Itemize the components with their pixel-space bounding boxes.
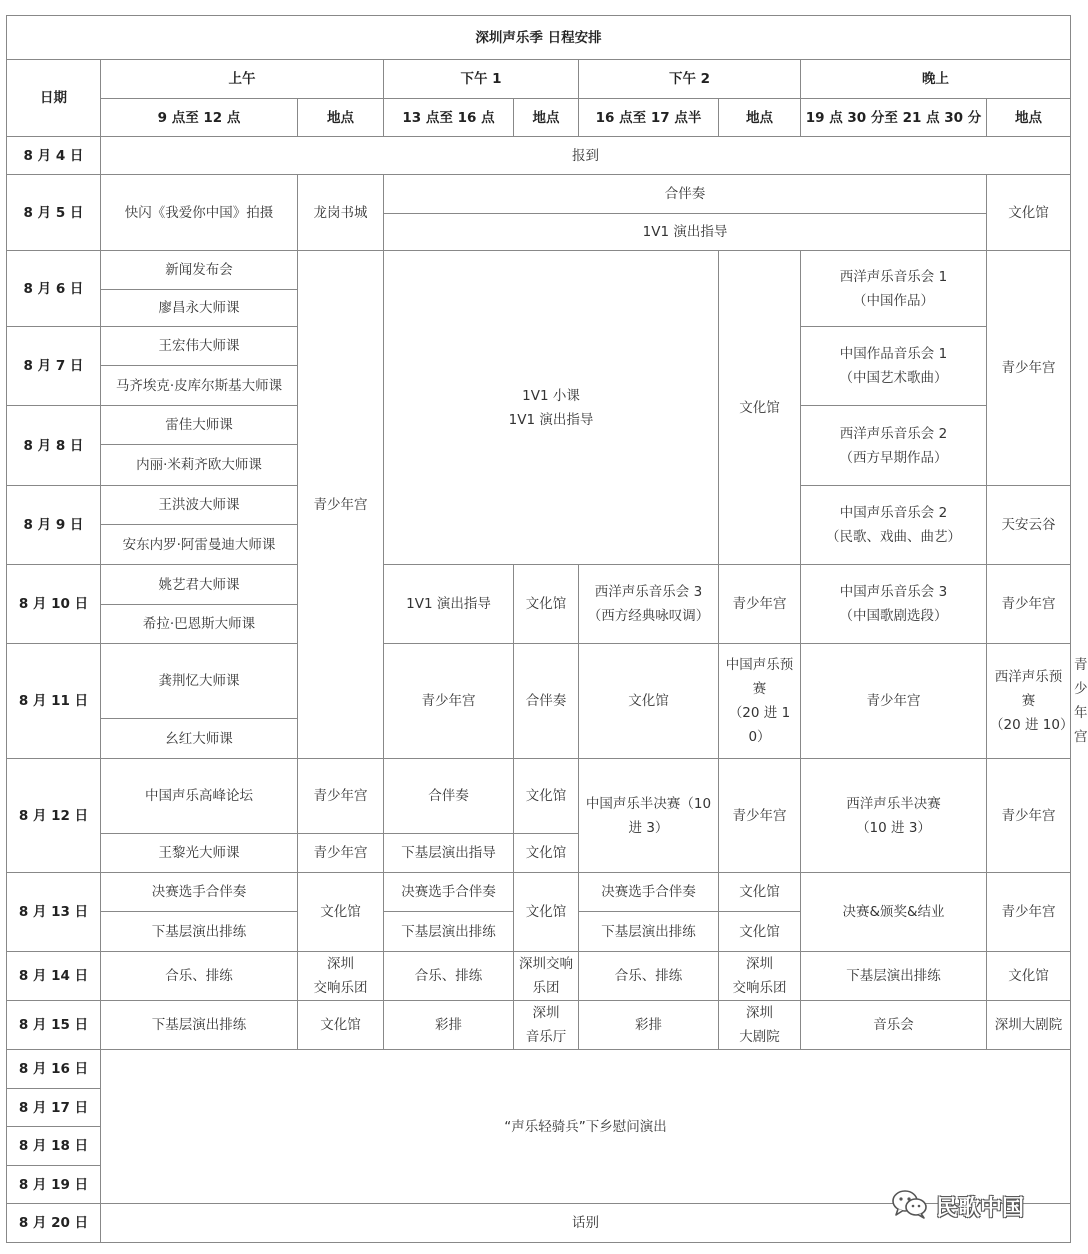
venue-cell: 青少年宫 — [987, 759, 1071, 873]
event-cell: 中国声乐音乐会 2 （民歌、戏曲、曲艺） — [801, 486, 987, 565]
date-cell: 8 月 13 日 — [7, 873, 101, 952]
header-afternoon-2: 下午 2 — [579, 60, 801, 99]
event-cell: 决赛&颁奖&结业 — [801, 873, 987, 952]
date-cell: 8 月 11 日 — [7, 644, 101, 759]
schedule-table: 深圳声乐季 日程安排 日期 上午 下午 1 下午 2 晚上 9 点至 12 点 地点 13 点至 16 点 地点 16 点至 17 点半 地点 19 点 30 分至 21 点 30 分 地点 8 月 4 日 报到 8 月 5 日 快闪《我爱你中国》拍摄 龙岗书城 合伴奏 文化馆 1V1 演出指导 8 月 6 日 新闻发布会 青少年宫 1V1 小课 1V1 演出指导 文化馆 西洋声乐音乐会 1 （中国作品） 青少年宫 廖昌永大师课 8 月 7 日 王宏伟大师课 中国作品音乐会 1 （中国艺术歌曲） 马齐埃克·皮库尔斯基大师课 8 月 8 日 雷佳大师课 西洋声乐音乐会 2 （西方早期作品） 内丽·米莉齐欧大师课 8 月 9 日 王洪波大师课 中国声乐音乐会 2 （民歌、戏曲、曲艺） 天安云谷 安东内罗·阿雷曼迪大师课 8 月 10 日 姚艺君大师课 1V1 演出指导 文化馆 西洋声乐音乐会 3 （西方经典咏叹调） 青少年宫 中国声乐音乐会 3 （中国歌剧选段） 青少年宫 希拉·巴恩斯大师课 8 月 11 日 龚荆忆大师课 青少年宫 合伴奏 文化馆 中国声乐预赛 （20 进 10） 青少年宫 西洋声乐预赛 （20 进 10） 青少年宫 幺红大师课 8 月 12 日 中国声乐高峰论坛 青少年宫 合伴奏 文化馆 中国声乐半决赛（10 进 3） 青少年宫 西洋声乐半决赛 （10 进 3） 青少年宫 王黎光大师课 青少年宫 下基层演出指导 文化馆 8 月 13 日 决赛选手合伴奏 文化馆 决赛选手合伴奏 文化馆 决赛选手合伴奏 文化馆 决赛&颁奖&结业 青少年宫 下基层演出排练 下基层演出排练 下基层演出排练 文化馆 8 月 14 日 合乐、排练 深圳 交响乐团 合乐、排练 深圳交响乐团 合乐、排练 深圳 交响乐团 下基层演出排练 文化馆 8 月 15 日 下基层演出排练 文化馆 彩排 深圳 音乐厅 彩排 深圳 大剧院 音乐会 深圳大剧院 8 月 16 日 “声乐轻骑兵”下乡慰问演出 8 月 17 日 8 月 18 日 8 月 19 日 8 月 20 日 话别 — [6, 15, 1071, 1243]
date-cell: 8 月 6 日 — [7, 251, 101, 327]
venue-cell: 深圳 交响乐团 — [719, 952, 801, 1001]
event-cell: 话别 — [101, 1204, 1071, 1243]
event-cell: 中国声乐高峰论坛 — [101, 759, 298, 834]
watermark — [890, 1186, 1024, 1226]
header-venue: 地点 — [987, 99, 1071, 137]
header-evening-time: 19 点 30 分至 21 点 30 分 — [801, 99, 987, 137]
event-cell: 希拉·巴恩斯大师课 — [101, 605, 298, 644]
venue-cell: 深圳 大剧院 — [719, 1001, 801, 1050]
venue-cell: 文化馆 — [514, 565, 579, 644]
event-cell: 1V1 演出指导 — [384, 214, 987, 251]
date-cell: 8 月 4 日 — [7, 137, 101, 175]
date-cell: 8 月 9 日 — [7, 486, 101, 565]
event-cell: 王洪波大师课 — [101, 486, 298, 525]
date-cell: 8 月 5 日 — [7, 175, 101, 251]
date-cell: 8 月 10 日 — [7, 565, 101, 644]
venue-cell: 文化馆 — [298, 1001, 384, 1050]
venue-cell: 文化馆 — [987, 952, 1071, 1001]
watermark-text: 民歌中国 — [936, 1195, 1025, 1221]
event-cell: 下基层演出排练 — [579, 912, 719, 952]
event-cell: 决赛选手合伴奏 — [384, 873, 514, 912]
event-cell: “声乐轻骑兵”下乡慰问演出 — [101, 1050, 1071, 1204]
event-cell: 西洋声乐音乐会 1 （中国作品） — [801, 251, 987, 327]
event-cell: 彩排 — [579, 1001, 719, 1050]
header-pm1-time: 13 点至 16 点 — [384, 99, 514, 137]
venue-cell: 深圳 交响乐团 — [298, 952, 384, 1001]
event-cell: 龚荆忆大师课 — [101, 644, 298, 719]
venue-cell: 青少年宫 — [719, 759, 801, 873]
venue-cell: 文化馆 — [514, 759, 579, 834]
event-cell: 下基层演出排练 — [101, 912, 298, 952]
header-date: 日期 — [7, 60, 101, 137]
event-cell: 王黎光大师课 — [101, 834, 298, 873]
header-morning-time: 9 点至 12 点 — [101, 99, 298, 137]
header-pm2-time: 16 点至 17 点半 — [579, 99, 719, 137]
venue-cell: 文化馆 — [514, 834, 579, 873]
event-cell: 合伴奏 — [514, 644, 579, 759]
event-cell: 下基层演出指导 — [384, 834, 514, 873]
event-cell: 1V1 小课 1V1 演出指导 — [384, 251, 719, 565]
venue-cell: 文化馆 — [719, 912, 801, 952]
wechat-icon — [890, 1188, 930, 1224]
event-cell: 新闻发布会 — [101, 251, 298, 290]
venue-cell: 深圳交响乐团 — [514, 952, 579, 1001]
event-cell: 合乐、排练 — [579, 952, 719, 1001]
venue-cell: 青少年宫 — [719, 565, 801, 644]
header-afternoon-1: 下午 1 — [384, 60, 579, 99]
event-cell: 中国作品音乐会 1 （中国艺术歌曲） — [801, 327, 987, 406]
event-cell: 1V1 演出指导 — [384, 565, 514, 644]
header-venue: 地点 — [298, 99, 384, 137]
event-cell: 安东内罗·阿雷曼迪大师课 — [101, 525, 298, 565]
venue-cell: 天安云谷 — [987, 486, 1071, 565]
event-cell: 马齐埃克·皮库尔斯基大师课 — [101, 366, 298, 406]
event-cell: 王宏伟大师课 — [101, 327, 298, 366]
date-cell: 8 月 16 日 — [7, 1050, 101, 1089]
event-cell: 合伴奏 — [384, 175, 987, 214]
event-cell: 西洋声乐半决赛 （10 进 3） — [801, 759, 987, 873]
venue-cell: 青少年宫 — [384, 644, 514, 759]
venue-cell: 青少年宫 — [987, 565, 1071, 644]
venue-cell: 文化馆 — [719, 873, 801, 912]
event-cell: 音乐会 — [801, 1001, 987, 1050]
date-cell: 8 月 8 日 — [7, 406, 101, 486]
date-cell: 8 月 19 日 — [7, 1166, 101, 1204]
venue-cell: 文化馆 — [579, 644, 719, 759]
event-cell: 下基层演出排练 — [384, 912, 514, 952]
event-cell: 西洋声乐音乐会 3 （西方经典咏叹调） — [579, 565, 719, 644]
event-cell: 下基层演出排练 — [801, 952, 987, 1001]
venue-cell: 青少年宫 — [298, 251, 384, 759]
event-cell: 报到 — [101, 137, 1071, 175]
venue-cell: 青少年宫 — [298, 834, 384, 873]
date-cell: 8 月 7 日 — [7, 327, 101, 406]
event-cell: 合乐、排练 — [384, 952, 514, 1001]
event-cell: 雷佳大师课 — [101, 406, 298, 445]
date-cell: 8 月 12 日 — [7, 759, 101, 873]
table-title: 深圳声乐季 日程安排 — [7, 16, 1071, 60]
event-cell: 中国声乐音乐会 3 （中国歌剧选段） — [801, 565, 987, 644]
venue-cell: 深圳大剧院 — [987, 1001, 1071, 1050]
venue-cell: 文化馆 — [514, 873, 579, 952]
event-cell: 西洋声乐音乐会 2 （西方早期作品） — [801, 406, 987, 486]
event-cell: 决赛选手合伴奏 — [101, 873, 298, 912]
date-cell: 8 月 17 日 — [7, 1089, 101, 1127]
event-cell: 快闪《我爱你中国》拍摄 — [101, 175, 298, 251]
event-cell: 内丽·米莉齐欧大师课 — [101, 445, 298, 486]
venue-cell: 文化馆 — [987, 175, 1071, 251]
date-cell: 8 月 20 日 — [7, 1204, 101, 1243]
venue-cell: 青少年宫 — [801, 644, 987, 759]
event-cell: 下基层演出排练 — [101, 1001, 298, 1050]
event-cell: 中国声乐半决赛（10 进 3） — [579, 759, 719, 873]
event-cell: 决赛选手合伴奏 — [579, 873, 719, 912]
date-cell: 8 月 15 日 — [7, 1001, 101, 1050]
event-cell: 廖昌永大师课 — [101, 290, 298, 327]
venue-cell: 龙岗书城 — [298, 175, 384, 251]
venue-cell: 青少年宫 — [987, 251, 1071, 486]
event-cell: 合乐、排练 — [101, 952, 298, 1001]
header-morning: 上午 — [101, 60, 384, 99]
venue-cell: 青少年宫 — [298, 759, 384, 834]
event-cell: 幺红大师课 — [101, 719, 298, 759]
event-cell: 中国声乐预赛 （20 进 10） — [719, 644, 801, 759]
event-cell: 彩排 — [384, 1001, 514, 1050]
date-cell: 8 月 14 日 — [7, 952, 101, 1001]
venue-cell: 深圳 音乐厅 — [514, 1001, 579, 1050]
date-cell: 8 月 18 日 — [7, 1127, 101, 1166]
header-evening: 晚上 — [801, 60, 1071, 99]
event-cell: 西洋声乐预赛 （20 进 10） — [987, 644, 1071, 759]
venue-cell: 文化馆 — [719, 251, 801, 565]
venue-cell: 文化馆 — [298, 873, 384, 952]
event-cell: 合伴奏 — [384, 759, 514, 834]
event-cell: 姚艺君大师课 — [101, 565, 298, 605]
header-venue: 地点 — [719, 99, 801, 137]
venue-cell: 青少年宫 — [987, 873, 1071, 952]
header-venue: 地点 — [514, 99, 579, 137]
